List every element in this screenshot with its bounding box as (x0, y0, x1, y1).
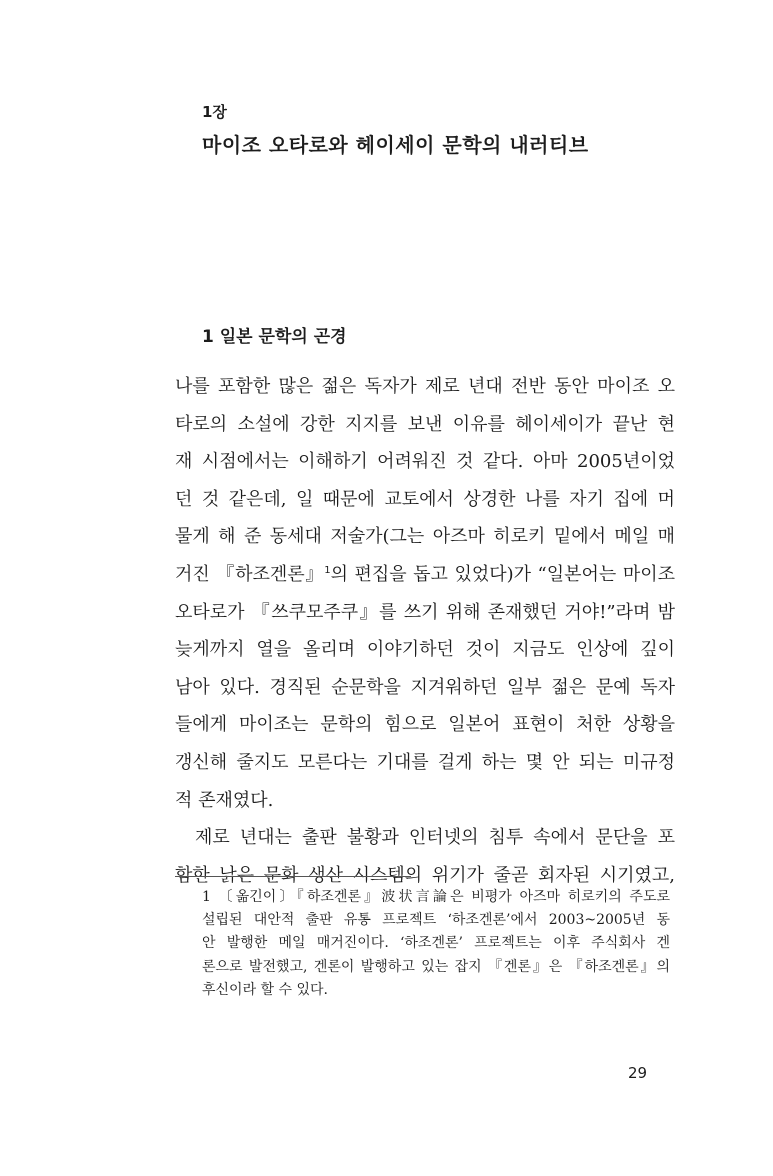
body-line-tail: 의 편집을 돕고 있었다)가 “일본어는 마이조 (330, 563, 675, 585)
footnote-line: 후신이라 할 수 있다. (202, 981, 328, 998)
footnote-line: 1 〔옮긴이〕『하조겐론』波状言論은 비평가 아즈마 히로키의 주도로 (202, 889, 670, 905)
body-line: 던 것 같은데, 일 때문에 교토에서 상경한 나를 자기 집에 머 (175, 488, 675, 510)
body-line-head: 거진 『하조겐론』 (175, 563, 325, 585)
body-text (175, 368, 675, 894)
body-line: 제로 년대는 출판 불황과 인터넷의 침투 속에서 문단을 포 (195, 827, 675, 849)
section-heading: 1 일본 문학의 곤경 (202, 327, 347, 347)
body-line: 나를 포함한 많은 젊은 독자가 제로 년대 전반 동안 마이조 오 (175, 376, 675, 397)
footnote-line: 안 발행한 메일 매거진이다. ‘하조겐론’ 프로젝트는 이후 주식회사 겐 (202, 935, 670, 952)
chapter-title: 마이조 오타로와 헤이세이 문학의 내러티브 (202, 133, 589, 157)
body-line: 물게 해 준 동세대 저술가(그는 아즈마 히로키 밑에서 메일 매 (175, 526, 675, 548)
body-line: 갱신해 줄지도 모른다는 기대를 걸게 하는 몇 안 되는 미규정 (175, 751, 675, 773)
page-number: 29 (628, 1064, 648, 1082)
footnote (202, 886, 670, 1002)
body-line: 재 시점에서는 이해하기 어려워진 것 같다. 아마 2005년이었 (175, 451, 675, 473)
body-line: 함한 낡은 문화 생산 시스템의 위기가 줄곧 회자된 시기였고, (175, 864, 675, 886)
body-line-with-footnote (175, 556, 675, 594)
body-line: 타로의 소설에 강한 지지를 보낸 이유를 헤이세이가 끝난 현 (175, 413, 675, 435)
footnote-line: 설립된 대안적 출판 유통 프로젝트 ‘하조겐론’에서 2003~2005년 동 (202, 912, 670, 929)
footnote-line: 론으로 발전했고, 겐론이 발행하고 있는 잡지 『겐론』은 『하조겐론』의 (202, 958, 670, 975)
footnote-reference[interactable]: 1 (324, 564, 331, 576)
body-line: 적 존재였다. (175, 789, 274, 811)
footnote-divider (175, 876, 411, 877)
body-line: 남아 있다. 경직된 순문학을 지겨워하던 일부 젊은 문예 독자 (175, 676, 675, 698)
chapter-number: 1장 (202, 103, 227, 121)
body-line: 들에게 마이조는 문학의 힘으로 일본어 표현이 처한 상황을 (175, 714, 675, 736)
body-line: 오타로가 『쓰쿠모주쿠』를 쓰기 위해 존재했던 거야!”라며 밤 (175, 601, 675, 623)
body-line: 늦게까지 열을 올리며 이야기하던 것이 지금도 인상에 깊이 (175, 639, 675, 661)
